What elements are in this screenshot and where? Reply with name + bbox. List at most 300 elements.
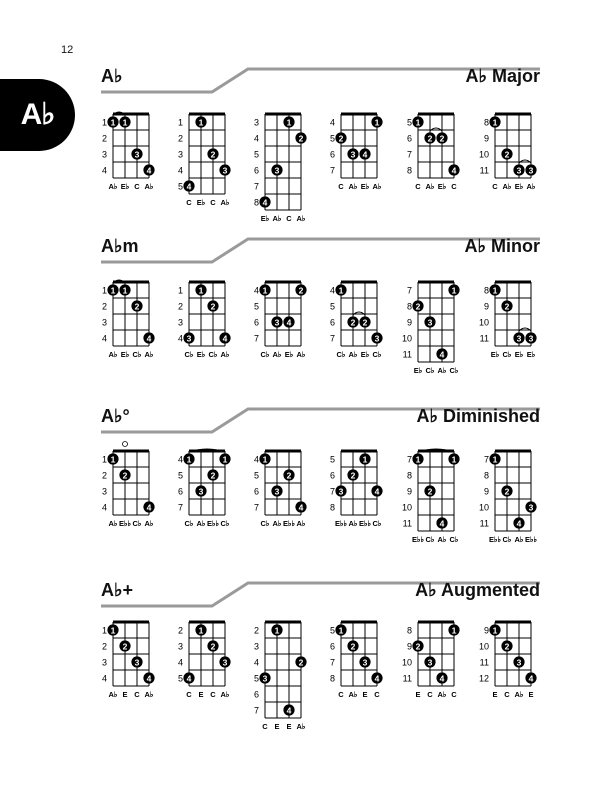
fret-number: 7 <box>253 181 259 192</box>
finger-number: 2 <box>286 470 292 481</box>
note-name: E♭♭ <box>118 519 132 528</box>
fret-number: 5 <box>177 673 183 684</box>
note-name: C <box>427 690 433 699</box>
finger-number: 3 <box>186 333 192 344</box>
finger-number: 1 <box>492 454 498 465</box>
finger-number: 1 <box>451 625 457 636</box>
fret-number: 8 <box>483 117 489 128</box>
finger-number: 3 <box>274 165 280 176</box>
note-name: E♭♭ <box>524 535 538 544</box>
fret-number: 11 <box>479 657 489 668</box>
note-name: A♭ <box>220 198 230 207</box>
fret-number: 4 <box>101 333 107 344</box>
fret-number: 6 <box>329 470 335 481</box>
fret-number: 1 <box>101 625 107 636</box>
section-full-label: A♭ Augmented <box>415 580 540 600</box>
section-short-label: A♭m <box>101 236 139 256</box>
finger-number: 1 <box>186 454 192 465</box>
finger-number: 3 <box>134 149 140 160</box>
finger-number: 1 <box>415 454 421 465</box>
chord-row-diminished <box>0 445 612 555</box>
finger-number: 2 <box>210 641 216 652</box>
fret-number: 7 <box>177 502 183 513</box>
fret-number: 9 <box>483 301 489 312</box>
fret-number: 11 <box>402 518 412 529</box>
fret-number: 8 <box>329 502 335 513</box>
finger-number: 4 <box>262 197 268 208</box>
note-name: E♭ <box>360 350 370 359</box>
note-name: C <box>492 182 498 191</box>
finger-number: 1 <box>122 285 128 296</box>
note-name: A♭ <box>425 182 435 191</box>
note-name: E♭ <box>413 366 423 375</box>
fret-number: 2 <box>177 625 183 636</box>
finger-number: 1 <box>262 285 268 296</box>
finger-number: 2 <box>350 317 356 328</box>
note-name: A♭ <box>348 519 358 528</box>
fret-number: 8 <box>253 197 259 208</box>
finger-number: 3 <box>374 333 380 344</box>
note-name: A♭ <box>144 690 154 699</box>
fret-number: 3 <box>101 657 107 668</box>
fret-number: 8 <box>483 285 489 296</box>
fret-number: 5 <box>329 625 335 636</box>
finger-number: 3 <box>516 333 522 344</box>
fret-number: 8 <box>406 165 412 176</box>
note-name: A♭ <box>272 519 282 528</box>
finger-number: 3 <box>362 657 368 668</box>
chord-diagram <box>330 451 383 528</box>
fret-number: 4 <box>101 673 107 684</box>
chord-diagram <box>102 622 155 699</box>
open-string-marker <box>123 442 128 447</box>
finger-number: 3 <box>516 657 522 668</box>
note-name: E♭♭ <box>411 535 425 544</box>
note-name: C♭ <box>184 519 194 528</box>
fret-number: 11 <box>479 518 489 529</box>
fret-number: 4 <box>253 454 259 465</box>
note-name: C <box>338 690 344 699</box>
fret-number: 7 <box>406 454 412 465</box>
fret-number: 4 <box>177 657 183 668</box>
fret-number: 11 <box>479 165 489 176</box>
note-name: C♭ <box>184 350 194 359</box>
fret-number: 7 <box>329 165 335 176</box>
fret-number: 11 <box>479 333 489 344</box>
finger-number: 3 <box>427 657 433 668</box>
note-name: E♭ <box>514 350 524 359</box>
fret-number: 7 <box>253 333 259 344</box>
note-name: A♭ <box>220 350 230 359</box>
note-name: C♭ <box>449 535 459 544</box>
note-name: A♭ <box>272 350 282 359</box>
note-name: E♭ <box>514 182 524 191</box>
finger-number: 1 <box>122 117 128 128</box>
note-name: C♭ <box>372 519 382 528</box>
fret-number: 12 <box>478 673 489 684</box>
note-name: A♭ <box>108 182 118 191</box>
chord-diagram <box>402 282 460 375</box>
fret-number: 7 <box>329 333 335 344</box>
note-name: A♭ <box>514 535 524 544</box>
fret-number: 7 <box>329 657 335 668</box>
note-name: C <box>210 690 216 699</box>
fret-number: 3 <box>101 317 107 328</box>
note-name: A♭ <box>348 182 358 191</box>
finger-number: 3 <box>274 486 280 497</box>
finger-number: 1 <box>110 285 116 296</box>
fret-number: 1 <box>101 117 107 128</box>
chord-row-augmented <box>0 616 612 746</box>
fret-number: 4 <box>101 165 107 176</box>
chord-diagram <box>102 280 155 359</box>
note-name: E♭ <box>284 350 294 359</box>
note-name: A♭ <box>296 519 306 528</box>
chord-diagram <box>178 282 231 359</box>
note-name: E♭ <box>120 350 130 359</box>
finger-number: 4 <box>451 165 457 176</box>
note-name: C♭ <box>132 350 142 359</box>
fret-number: 6 <box>253 165 259 176</box>
finger-number: 3 <box>528 333 534 344</box>
fret-number: 5 <box>253 673 259 684</box>
chord-diagram <box>102 112 155 191</box>
note-name: A♭ <box>108 350 118 359</box>
note-name: E♭♭ <box>488 535 502 544</box>
fret-number: 3 <box>177 149 183 160</box>
fret-number: 6 <box>253 317 259 328</box>
note-name: C♭ <box>449 366 459 375</box>
finger-number: 1 <box>110 117 116 128</box>
finger-number: 1 <box>492 117 498 128</box>
fret-number: 9 <box>406 486 412 497</box>
note-name: E♭ <box>120 182 130 191</box>
finger-number: 1 <box>338 625 344 636</box>
fret-number: 5 <box>253 149 259 160</box>
note-name: E <box>274 722 280 731</box>
chord-diagram <box>178 449 231 528</box>
fret-number: 8 <box>406 625 412 636</box>
note-name: E♭ <box>526 350 536 359</box>
finger-number: 2 <box>504 149 510 160</box>
chord-row-minor <box>0 276 612 386</box>
finger-number: 1 <box>198 625 204 636</box>
fret-number: 3 <box>253 117 259 128</box>
note-name: C♭ <box>502 535 512 544</box>
finger-number: 4 <box>439 518 445 529</box>
finger-number: 2 <box>415 641 421 652</box>
chord-diagram <box>178 114 231 207</box>
fret-number: 8 <box>483 470 489 481</box>
chord-diagram <box>330 114 383 191</box>
note-name: C <box>134 690 140 699</box>
note-name: C <box>134 182 140 191</box>
note-name: A♭ <box>437 535 447 544</box>
fret-number: 10 <box>478 149 489 160</box>
fret-number: 10 <box>478 641 489 652</box>
finger-number: 2 <box>134 301 140 312</box>
fret-number: 8 <box>406 470 412 481</box>
finger-number: 2 <box>210 470 216 481</box>
fret-number: 5 <box>329 301 335 312</box>
note-name: A♭ <box>296 214 306 223</box>
fret-number: 4 <box>101 502 107 513</box>
finger-number: 4 <box>374 673 380 684</box>
finger-number: 4 <box>286 317 292 328</box>
finger-number: 1 <box>222 454 228 465</box>
note-name: C <box>338 182 344 191</box>
fret-number: 4 <box>177 165 183 176</box>
fret-number: 10 <box>478 317 489 328</box>
note-name: E♭ <box>490 350 500 359</box>
page-number: 12 <box>61 44 74 56</box>
chord-diagram <box>402 622 460 699</box>
note-name: C♭ <box>372 350 382 359</box>
finger-number: 1 <box>374 117 380 128</box>
chord-diagram <box>479 622 537 699</box>
finger-number: 4 <box>362 149 368 160</box>
finger-number: 3 <box>274 317 280 328</box>
finger-number: 3 <box>427 317 433 328</box>
fret-number: 4 <box>177 333 183 344</box>
note-name: E <box>286 722 292 731</box>
fret-number: 4 <box>253 657 259 668</box>
note-name: E♭♭ <box>358 519 372 528</box>
chord-diagram <box>102 442 155 529</box>
note-name: E♭ <box>260 214 270 223</box>
note-name: C♭ <box>425 535 435 544</box>
fret-number: 2 <box>101 470 107 481</box>
fret-number: 2 <box>177 301 183 312</box>
note-name: C <box>286 214 292 223</box>
chord-diagram <box>330 622 383 699</box>
chord-diagram <box>178 622 231 699</box>
fret-number: 2 <box>177 133 183 144</box>
note-name: E <box>362 690 368 699</box>
note-name: A♭ <box>196 519 206 528</box>
fret-number: 2 <box>101 133 107 144</box>
section-full-label: A♭ Diminished <box>416 406 540 426</box>
note-name: A♭ <box>144 519 154 528</box>
fret-number: 10 <box>401 333 412 344</box>
finger-number: 4 <box>186 181 192 192</box>
finger-number: 4 <box>298 502 304 513</box>
finger-number: 2 <box>122 641 128 652</box>
note-name: C <box>504 690 510 699</box>
fret-number: 1 <box>177 117 183 128</box>
note-name: A♭ <box>348 690 358 699</box>
fret-number: 11 <box>402 673 412 684</box>
fret-number: 7 <box>253 705 259 716</box>
note-name: A♭ <box>348 350 358 359</box>
finger-number: 2 <box>362 317 368 328</box>
note-name: E <box>415 690 421 699</box>
fret-number: 9 <box>483 486 489 497</box>
section-short-label: A♭+ <box>101 580 134 600</box>
finger-number: 1 <box>198 285 204 296</box>
chord-diagram <box>479 114 537 191</box>
finger-number: 4 <box>439 349 445 360</box>
note-name: C <box>374 690 380 699</box>
note-name: C♭ <box>208 350 218 359</box>
note-name: A♭ <box>502 182 512 191</box>
note-name: E♭ <box>196 350 206 359</box>
fret-number: 8 <box>406 301 412 312</box>
note-name: A♭ <box>296 722 306 731</box>
finger-number: 3 <box>516 165 522 176</box>
finger-number: 3 <box>262 673 268 684</box>
fret-number: 1 <box>101 454 107 465</box>
fret-number: 6 <box>253 486 259 497</box>
finger-number: 3 <box>338 486 344 497</box>
note-name: A♭ <box>144 350 154 359</box>
finger-number: 4 <box>374 486 380 497</box>
fret-number: 9 <box>406 641 412 652</box>
section-full-label: A♭ Major <box>465 66 540 86</box>
fret-number: 7 <box>406 149 412 160</box>
note-name: A♭ <box>514 690 524 699</box>
fret-number: 5 <box>329 133 335 144</box>
note-name: C♭ <box>260 350 270 359</box>
fret-number: 7 <box>329 486 335 497</box>
finger-number: 2 <box>439 133 445 144</box>
finger-number: 3 <box>134 657 140 668</box>
chord-diagram <box>479 282 537 359</box>
finger-number: 1 <box>415 117 421 128</box>
finger-number: 2 <box>210 301 216 312</box>
fret-number: 10 <box>401 502 412 513</box>
fret-number: 6 <box>329 641 335 652</box>
note-name: C♭ <box>132 519 142 528</box>
finger-number: 1 <box>262 454 268 465</box>
note-name: C <box>451 182 457 191</box>
finger-number: 4 <box>146 673 152 684</box>
chord-diagram <box>254 282 307 359</box>
note-name: E♭ <box>437 182 447 191</box>
finger-number: 4 <box>516 518 522 529</box>
finger-number: 1 <box>362 454 368 465</box>
section-short-label: A♭° <box>101 406 130 426</box>
finger-number: 2 <box>338 133 344 144</box>
note-name: C <box>186 690 192 699</box>
fret-number: 6 <box>406 133 412 144</box>
note-name: A♭ <box>526 182 536 191</box>
finger-number: 4 <box>146 165 152 176</box>
finger-number: 1 <box>451 285 457 296</box>
note-name: A♭ <box>372 182 382 191</box>
fret-number: 5 <box>177 181 183 192</box>
finger-number: 3 <box>222 657 228 668</box>
fret-number: 6 <box>329 317 335 328</box>
fret-number: 3 <box>253 641 259 652</box>
fret-number: 5 <box>253 301 259 312</box>
finger-number: 4 <box>286 705 292 716</box>
finger-number: 3 <box>198 486 204 497</box>
finger-number: 1 <box>338 285 344 296</box>
fret-number: 4 <box>329 117 335 128</box>
finger-number: 2 <box>210 149 216 160</box>
fret-number: 7 <box>253 502 259 513</box>
note-name: E♭ <box>360 182 370 191</box>
fret-number: 1 <box>101 285 107 296</box>
finger-number: 3 <box>222 165 228 176</box>
note-name: E <box>122 690 128 699</box>
note-name: C <box>210 198 216 207</box>
fret-number: 4 <box>177 454 183 465</box>
note-name: A♭ <box>220 690 230 699</box>
finger-number: 3 <box>528 165 534 176</box>
chord-diagram <box>330 282 383 359</box>
fret-number: 2 <box>253 625 259 636</box>
note-name: A♭ <box>437 366 447 375</box>
finger-number: 1 <box>274 625 280 636</box>
finger-number: 2 <box>122 470 128 481</box>
finger-number: 1 <box>110 625 116 636</box>
note-name: C♭ <box>336 350 346 359</box>
fret-number: 9 <box>483 133 489 144</box>
note-name: A♭ <box>108 519 118 528</box>
note-name: A♭ <box>144 182 154 191</box>
fret-number: 7 <box>406 285 412 296</box>
fret-number: 5 <box>253 470 259 481</box>
finger-number: 4 <box>439 673 445 684</box>
finger-number: 3 <box>350 149 356 160</box>
note-name: E <box>198 690 204 699</box>
finger-number: 4 <box>186 673 192 684</box>
note-name: C <box>262 722 268 731</box>
finger-number: 2 <box>350 470 356 481</box>
fret-number: 9 <box>483 625 489 636</box>
note-name: C♭ <box>502 350 512 359</box>
section-short-label: A♭ <box>101 66 123 86</box>
note-name: C♭ <box>220 519 230 528</box>
fret-number: 5 <box>406 117 412 128</box>
finger-number: 1 <box>198 117 204 128</box>
finger-number: 4 <box>146 502 152 513</box>
finger-number: 2 <box>504 641 510 652</box>
chapter-tab: A♭ <box>0 79 75 151</box>
fret-number: 4 <box>329 285 335 296</box>
fret-number: 3 <box>177 317 183 328</box>
fret-number: 2 <box>101 641 107 652</box>
fret-number: 3 <box>177 641 183 652</box>
fret-number: 10 <box>401 657 412 668</box>
fret-number: 4 <box>253 133 259 144</box>
note-name: A♭ <box>437 690 447 699</box>
note-name: A♭ <box>296 350 306 359</box>
finger-number: 1 <box>451 454 457 465</box>
fret-number: 11 <box>402 349 412 360</box>
chord-diagram <box>479 451 538 544</box>
note-name: E♭ <box>196 198 206 207</box>
fret-number: 6 <box>253 689 259 700</box>
chord-diagram <box>254 114 307 223</box>
chord-diagram <box>407 114 460 191</box>
finger-number: 2 <box>415 301 421 312</box>
finger-number: 3 <box>528 502 534 513</box>
finger-number: 2 <box>504 301 510 312</box>
fret-number: 8 <box>329 673 335 684</box>
chord-row-major <box>0 108 612 223</box>
fret-number: 6 <box>329 149 335 160</box>
note-name: E <box>528 690 534 699</box>
note-name: C <box>186 198 192 207</box>
finger-number: 1 <box>492 285 498 296</box>
fret-number: 3 <box>101 486 107 497</box>
finger-number: 2 <box>427 133 433 144</box>
fret-number: 2 <box>101 301 107 312</box>
note-name: C <box>451 690 457 699</box>
